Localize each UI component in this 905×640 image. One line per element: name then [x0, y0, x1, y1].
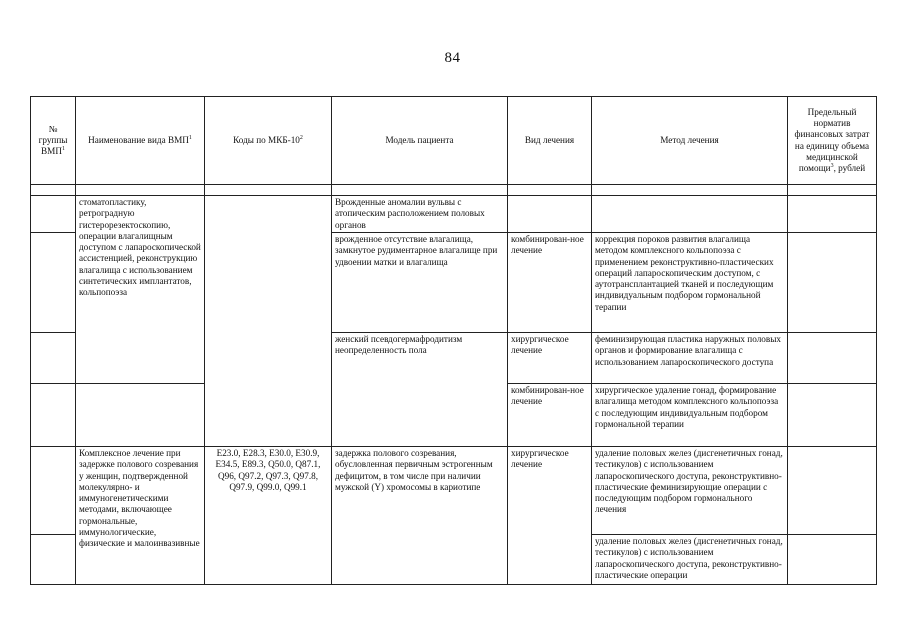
column-number-row [31, 185, 877, 196]
treatment-type-cell: хирургическое лечение [508, 447, 592, 585]
header-patient-model: Модель пациента [332, 97, 508, 185]
header-group-no: № группы ВМП$^1$ [31, 97, 76, 185]
table-row [31, 447, 877, 535]
treatment-type-cell [508, 196, 592, 233]
icd-codes-cell: E23.0, E28.3, E30.0, E30.9, E34.5, E89.3, Q50.0, Q87.1, Q96, Q97.2, Q97.3, Q97.8, Q97.9, Q99.0, Q99.1 [205, 447, 332, 585]
column-number-cell [508, 185, 592, 196]
cost-norm-cell [788, 447, 877, 535]
cost-norm-cell [788, 196, 877, 233]
group-no-cell [31, 535, 76, 585]
header-treatment-method: Метод лечения [592, 97, 788, 185]
column-number-cell [332, 185, 508, 196]
patient-model-cell: задержка полового созревания, обусловленная первичным эстрогенным дефицитом, в том числе при наличии мужской (Y) хромосомы в кариотипе [332, 447, 508, 585]
cost-norm-cell [788, 233, 877, 333]
vmp-name-cell: стоматопластику, ретроградную гистерорезектоскопию, операции влагалищным доступом с лапароскопической ассистенцией, реконструкцию влагалища с использованием синтетических имплантатов, кольпопоэза [76, 196, 205, 384]
header-row [31, 97, 877, 185]
treatment-method-cell: удаление половых желез (дисгенетичных гонад, тестикулов) с использованием лапароскопического доступа, реконструктивно-пластические феминизирующие операции с последующим подбором гормонального лечения [592, 447, 788, 535]
group-no-cell [31, 233, 76, 333]
patient-model-cell: врожденное отсутствие влагалища, замкнутое рудиментарное влагалище при удвоении матки и влагалища [332, 233, 508, 333]
header-treatment-type: Вид лечения [508, 97, 592, 185]
treatment-method-cell [592, 196, 788, 233]
patient-model-cell: Врожденные аномалии вульвы с атопическим расположением половых органов [332, 196, 508, 233]
cost-norm-cell [788, 333, 877, 384]
treatment-type-cell: комбинирован-ное лечение [508, 233, 592, 333]
treatment-method-cell: феминизирующая пластика наружных половых органов и формирование влагалища с использованием лапароскопического доступа [592, 333, 788, 384]
header-cost-norm: Предельный норматив финансовых затрат на единицу объема медицинской помощи$^3$, рублей [788, 97, 877, 185]
header-vmp-name: Наименование вида ВМП$^1$ [76, 97, 205, 185]
treatment-method-cell: коррекция пороков развития влагалища методом комплексного кольпопоэза с применением реконструктивно-пластических операций лапароскопическим доступом, с аутотрансплантацией тканей и последующим индивидуальным подбором гормональной терапии [592, 233, 788, 333]
cost-norm-cell [788, 384, 877, 447]
cost-norm-cell [788, 535, 877, 585]
vmp-table [30, 96, 877, 585]
vmp-name-cell: Комплексное лечение при задержке полового созревания у женщин, подтвержденной молекулярно- и иммуногенетическими методами, включающее гормональные, иммунологические, физические и малоинвазивные [76, 447, 205, 585]
vmp-name-cell [76, 384, 205, 447]
group-no-cell [31, 447, 76, 535]
column-number-cell [592, 185, 788, 196]
patient-model-cell: женский псевдогермафродитизм неопределенность пола [332, 333, 508, 447]
column-number-cell [788, 185, 877, 196]
treatment-method-cell: удаление половых желез (дисгенетичных гонад, тестикулов) с использованием лапароскопического доступа, реконструктивно-пластические операции [592, 535, 788, 585]
column-number-cell [76, 185, 205, 196]
group-no-cell [31, 333, 76, 384]
treatment-type-cell: комбинирован-ное лечение [508, 384, 592, 447]
treatment-method-cell: хирургическое удаление гонад, формирование влагалища методом комплексного кольпопоэза с последующим индивидуальным подбором гормональной терапии [592, 384, 788, 447]
icd-codes-cell [205, 196, 332, 447]
table-row [31, 196, 877, 233]
header-icd-codes: Коды по МКБ-$10^2$ [205, 97, 332, 185]
group-no-cell [31, 196, 76, 233]
column-number-cell [205, 185, 332, 196]
group-no-cell [31, 384, 76, 447]
treatment-type-cell: хирургическое лечение [508, 333, 592, 384]
column-number-cell [31, 185, 76, 196]
page-number: 84 [444, 50, 461, 66]
